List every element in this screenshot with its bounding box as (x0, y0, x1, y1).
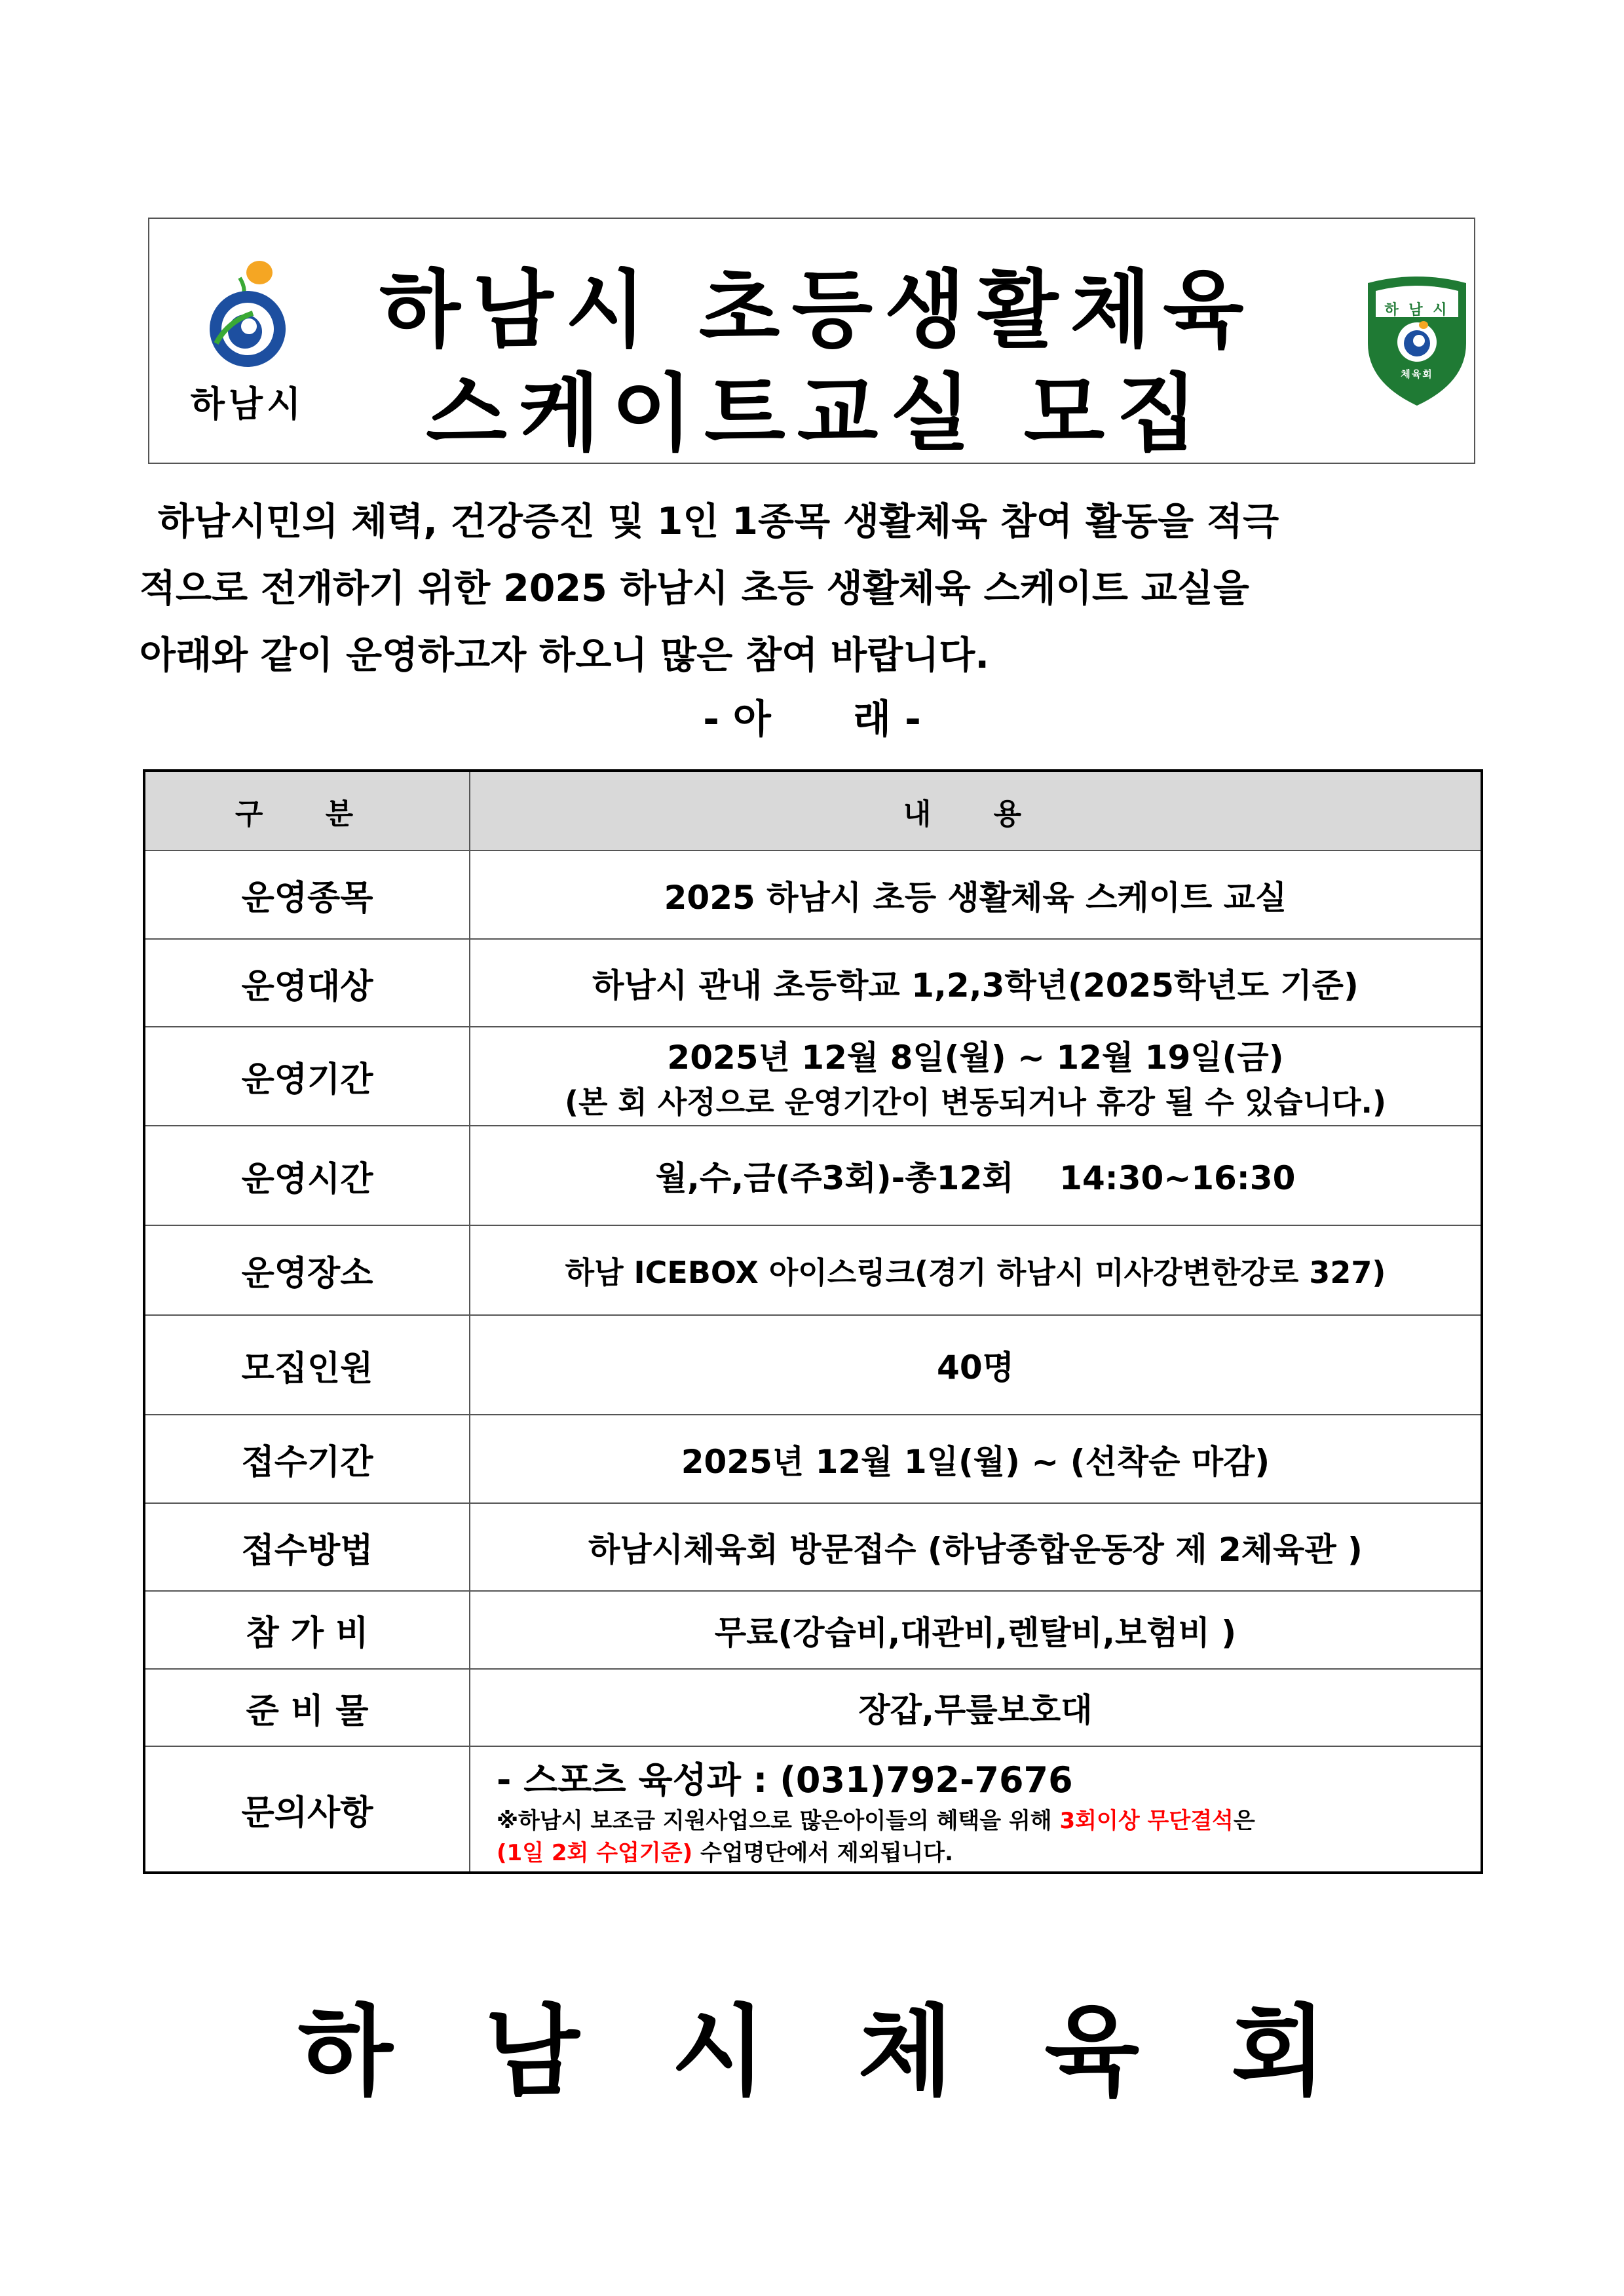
intro-line-1: 하남시민의 체력, 건강증진 및 1인 1종목 생활체육 참여 활동을 적극 (158, 500, 1279, 543)
row-label: 운영장소 (144, 1225, 470, 1314)
section-sub-title: - 아 래 - (703, 697, 921, 742)
period-dates: 2025년 12월 8일(월) ~ 12월 19일(금) (667, 1038, 1284, 1077)
header-label-cell: 구 분 (144, 771, 470, 851)
table-row (144, 1746, 1482, 1873)
row-label: 운영시간 (144, 1126, 470, 1226)
row-label: 운영대상 (144, 939, 470, 1027)
row-label: 준 비 물 (144, 1669, 470, 1746)
table-row (144, 1315, 1482, 1415)
table-row (144, 1415, 1482, 1502)
table-row (144, 939, 1482, 1027)
notice-text-a: ※하남시 보조금 지원사업으로 많은아이들의 혜택을 위해 (497, 1807, 1060, 1834)
hanam-city-logo (169, 258, 326, 429)
row-label: 모집인원 (144, 1315, 470, 1415)
row-value: 장갑,무릎보호대 (470, 1669, 1482, 1746)
row-value: 2025 하남시 초등 생활체육 스케이트 교실 (470, 851, 1482, 938)
row-label: 운영기간 (144, 1027, 470, 1126)
row-value: 하남시 관내 초등학교 1,2,3학년(2025학년도 기준) (470, 939, 1482, 1027)
shield-icon (1361, 271, 1473, 409)
notice-text-c: 수업명단에서 제외됩니다. (692, 1839, 954, 1866)
emblem-bottom-text: 체육회 (1401, 368, 1433, 380)
sports-council-emblem (1361, 271, 1473, 409)
absence-notice-line-2 (497, 1835, 1481, 1867)
notice-warning-red: 3회이상 무단결석 (1059, 1807, 1234, 1834)
period-note: (본 회 사정으로 운영기간이 변동되거나 휴강 될 수 있습니다.) (564, 1084, 1387, 1120)
absence-notice-line-1 (497, 1803, 1481, 1835)
contact-cell (470, 1746, 1482, 1873)
notice-basis-red: (1일 2회 수업기준) (497, 1839, 693, 1866)
header-content-cell: 내 용 (470, 771, 1482, 851)
row-value: 하남시체육회 방문접수 (하남종합운동장 제 2체육관 ) (470, 1503, 1482, 1591)
row-value: 월,수,금(주3회)-총12회 14:30~16:30 (470, 1126, 1482, 1226)
header-banner (148, 218, 1475, 464)
page-title-line-2: 스케이트교실 모집 (426, 365, 1209, 463)
row-value: 40명 (470, 1315, 1482, 1415)
program-info-table (143, 769, 1483, 1874)
hanam-logo-icon (202, 258, 293, 370)
emblem-top-text: 하 남 시 (1384, 302, 1450, 318)
row-label: 문의사항 (144, 1746, 470, 1873)
table-row (144, 1225, 1482, 1314)
organization-signature: 하남시체육회 (297, 1995, 1418, 2109)
row-value-multi (470, 1027, 1482, 1126)
row-label: 운영종목 (144, 851, 470, 938)
table-row (144, 1591, 1482, 1668)
page-title-line-1: 하남시 초등생활체육 (379, 261, 1256, 359)
contact-phone: - 스포츠 육성과 : (031)792-7676 (497, 1759, 1073, 1801)
table-row (144, 1503, 1482, 1591)
row-label: 접수기간 (144, 1415, 470, 1502)
table-row (144, 1669, 1482, 1746)
notice-text-b: 은 (1233, 1807, 1255, 1834)
row-value: 무료(강습비,대관비,렌탈비,보험비 ) (470, 1591, 1482, 1668)
logo-text: 하남시 (190, 383, 305, 425)
intro-line-2: 적으로 전개하기 위한 2025 하남시 초등 생활체육 스케이트 교실을 (140, 567, 1249, 610)
table-row (144, 1027, 1482, 1126)
intro-line-3: 아래와 같이 운영하고자 하오니 많은 참여 바랍니다. (140, 634, 990, 677)
table-row (144, 851, 1482, 938)
intro-paragraph (140, 488, 1496, 689)
row-value: 하남 ICEBOX 아이스링크(경기 하남시 미사강변한강로 327) (470, 1225, 1482, 1314)
table-header-row (144, 771, 1482, 851)
row-value: 2025년 12월 1일(월) ~ (선착순 마감) (470, 1415, 1482, 1502)
row-label: 참 가 비 (144, 1591, 470, 1668)
row-label: 접수방법 (144, 1503, 470, 1591)
table-row (144, 1126, 1482, 1226)
